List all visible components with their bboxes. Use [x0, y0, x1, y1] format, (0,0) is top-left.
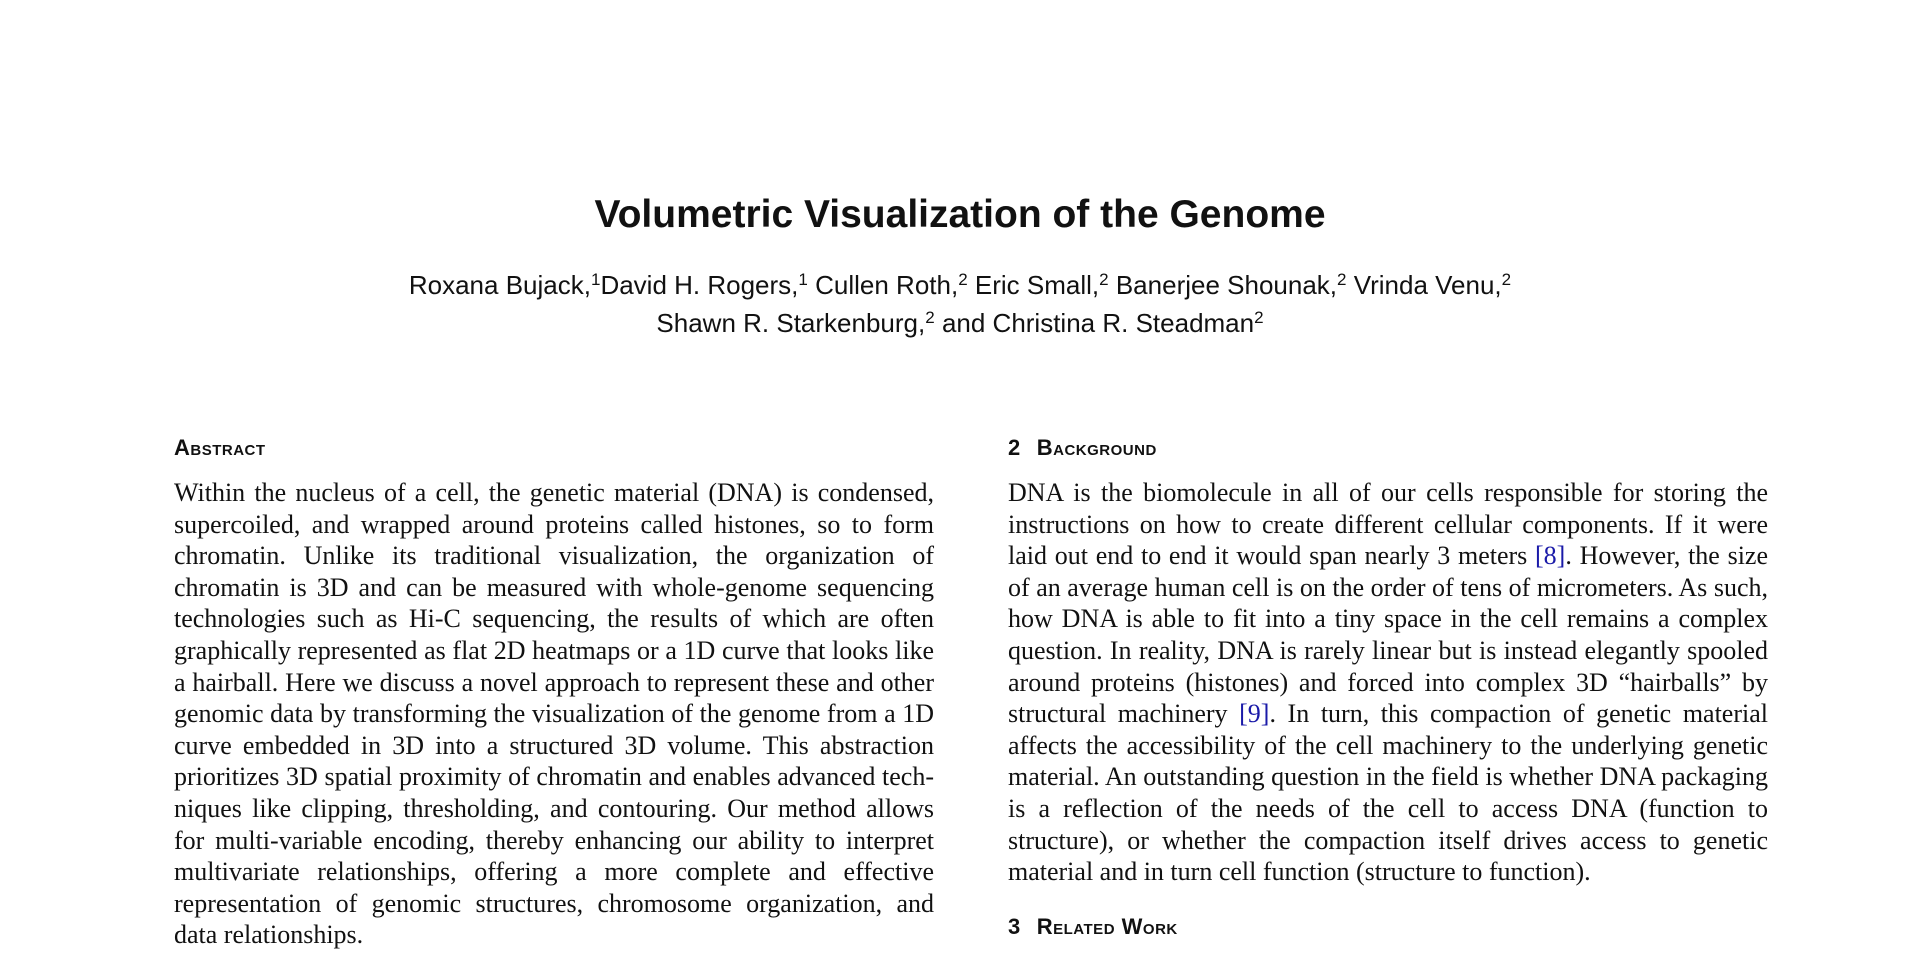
author: David H. Rogers,$^1$ — [600, 270, 808, 300]
section-title: Background — [1036, 435, 1157, 460]
abstract-heading: Abstract — [174, 435, 266, 460]
author: and Christina R. Steadman$^2$ — [941, 308, 1264, 338]
author: Shawn R. Starkenburg,$^2$ — [656, 308, 935, 338]
author: Vrinda Venu,$^2$ — [1353, 270, 1512, 300]
related-work-heading — [1008, 912, 1768, 942]
author: Eric Small,$^2$ — [974, 270, 1109, 300]
section-number: 2 — [1008, 435, 1021, 460]
author-list — [0, 266, 1920, 342]
author: Cullen Roth,$^2$ — [815, 270, 968, 300]
right-column — [1008, 433, 1768, 956]
author: Banerjee Shounak,$^2$ — [1115, 270, 1347, 300]
section-number: 3 — [1008, 913, 1021, 939]
paper-title: Volumetric Visualization of the Genome — [594, 193, 1326, 236]
citation-link[interactable]: [9] — [1239, 699, 1270, 729]
background-text: DNA is the biomolecule in all of our cells responsible for storing the instructions on how to create different cellular components. If it were laid out end to end it would span nearly 3 meters [8]. However, the size of an average human cell is on the order of tens of micrometers. As such, how DNA is able to fit into a tiny space in the cell remains a complex question. In reality, DNA is rarely linear but is instead elegantly spooled around proteins (histones) and forced into complex 3D “hairballs” by structural machinery [9]. In turn, this compaction of genetic material affects the accessibility of the cell machinery to the underlying genetic material. An outstanding question in the field is whether DNA packaging is a reflection of the needs of the cell to access DNA (function to structure), or whether the compaction itself drives access to genetic material and in turn cell function (structure to function). — [1008, 478, 1768, 887]
abstract-text: Within the nucleus of a cell, the genetic material (DNA) is condensed, supercoiled, and wrapped around proteins called histones, so to form chromatin. Unlike its traditional visualization, the organization of chromatin is 3D and can be measured with whole-genome sequencing technologies such as Hi-C sequencing, the results of which are often graphically represented as flat 2D heatmaps or a 1D curve that looks like a hairball. Here we discuss a novel approach to represent these and other genomic data by transforming the visualization of the genome from a 1D curve embedded in 3D into a structured 3D volume. This abstraction prioritizes 3D spatial proximity of chromatin and enables advanced techniques like clipping, thresholding, and contouring. Our method allows for multi-variable encoding, thereby enhancing our ability to interpret multivariate relationships, offering a more complete and effective representation of genomic structures, chromosome organization, and data relationships. — [174, 478, 934, 950]
citation-link[interactable]: [8] — [1535, 541, 1566, 571]
background-heading — [1008, 433, 1768, 463]
author-line-1 — [0, 266, 1920, 304]
author: Roxana Bujack,$^1$ — [408, 270, 601, 300]
author-line-2 — [0, 304, 1920, 342]
left-column — [174, 433, 934, 951]
section-title: Related Work — [1036, 913, 1178, 939]
